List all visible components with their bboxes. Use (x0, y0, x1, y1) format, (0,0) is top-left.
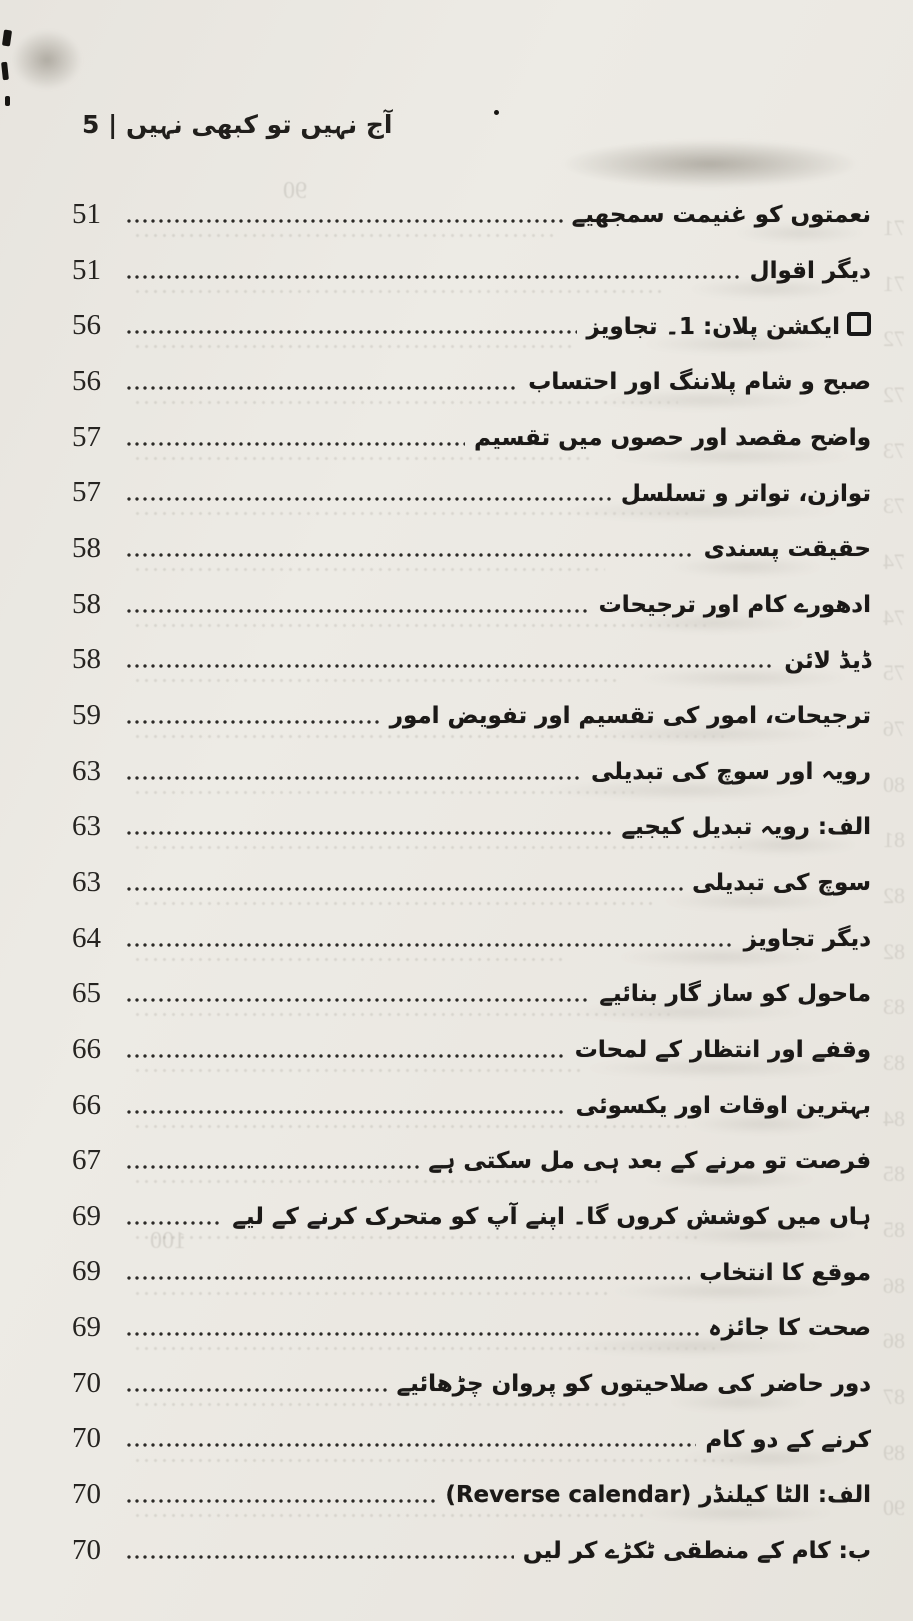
page-number: 51 (72, 253, 101, 286)
page-number: 70 (72, 1422, 101, 1455)
dotted-leader (127, 553, 695, 557)
dotted-leader (127, 330, 577, 334)
entry-title: الف: رویہ تبدیل کیجیے (621, 814, 871, 841)
page-number: 58 (72, 531, 101, 564)
toc-entry (72, 693, 871, 731)
scan-speck (5, 96, 10, 106)
toc-entry (72, 1138, 871, 1176)
scan-speck (1, 62, 9, 81)
dotted-leader (127, 1388, 388, 1392)
page-number: 70 (72, 1366, 101, 1399)
entry-title: دیگر تجاویز (743, 925, 871, 952)
entry-title: رویہ اور سوچ کی تبدیلی (591, 758, 871, 785)
entry-title: حقیقت پسندی (703, 536, 871, 563)
entry-title: فرصت تو مرنے کے بعد ہی مل سکتی ہے (428, 1148, 871, 1175)
entry-title: ہاں میں کوشش کروں گا۔ اپنے آپ کو متحرک کرنے کے لیے (232, 1204, 871, 1231)
page-number: 57 (72, 476, 101, 509)
toc-entry (72, 582, 871, 620)
dotted-leader (127, 497, 612, 501)
toc-entry (72, 1083, 871, 1121)
page-number: 69 (72, 1311, 101, 1344)
page-number: 56 (72, 309, 101, 342)
page-number: 67 (72, 1144, 101, 1177)
entry-title: نعمتوں کو غنیمت سمجھیے (571, 202, 871, 229)
bleedthrough-number: 85 (883, 1217, 905, 1242)
entry-title: بہترین اوقات اور یکسوئی (575, 1092, 871, 1119)
dotted-leader (127, 1221, 223, 1225)
toc-entry (72, 1528, 871, 1566)
bleedthrough-number: 89 (883, 1439, 905, 1465)
dotted-leader (127, 219, 563, 223)
toc-entry (72, 526, 871, 564)
bleedthrough-number: 81 (883, 827, 905, 853)
dotted-leader (127, 831, 613, 835)
toc-entry (72, 248, 871, 286)
page-number: 63 (72, 865, 101, 898)
entry-title: ماحول کو ساز گار بنائیے (599, 981, 871, 1008)
toc-entry (72, 637, 871, 675)
dotted-leader (127, 998, 590, 1002)
bleedthrough-number: 80 (883, 771, 905, 797)
entry-title: دور حاضر کی صلاحیتوں کو پروان چڑھائیے (396, 1371, 871, 1398)
bleedthrough-number: 74 (883, 604, 905, 630)
bleedthrough-number: 71 (883, 215, 905, 240)
toc-entry (72, 749, 871, 787)
dotted-leader (127, 776, 582, 780)
page-number: 69 (72, 1255, 101, 1288)
scan-speck (2, 30, 12, 47)
dotted-leader (127, 1443, 696, 1447)
bleedthrough-number: 86 (883, 1272, 905, 1298)
toc-entry (72, 1305, 871, 1343)
entry-title: واضح مقصد اور حصوں میں تقسیم (474, 424, 871, 451)
bleedthrough-number: 72 (883, 382, 905, 407)
toc-entry (72, 1472, 871, 1510)
bleedthrough-number: 71 (883, 270, 905, 296)
dotted-leader (127, 609, 590, 613)
dotted-leader (127, 275, 741, 279)
entry-title: ب: کام کے منطقی ٹکڑے کر لیں (522, 1538, 871, 1564)
page-number: 66 (72, 1088, 101, 1121)
entry-title: ترجیحات، امور کی تقسیم اور تفویض امور (389, 703, 871, 730)
bleedthrough-number: 83 (883, 994, 905, 1020)
page-number: 69 (72, 1199, 101, 1232)
toc-entry (72, 359, 871, 397)
dotted-leader (127, 1054, 566, 1058)
toc-entry (72, 415, 871, 453)
entry-title: الف: الٹا کیلنڈر (Reverse calendar) (445, 1482, 871, 1509)
scan-smudge (12, 30, 82, 90)
page-header-title: آج نہیں تو کبھی نہیں | 5 (82, 110, 393, 139)
bleedthrough-number: 85 (883, 1161, 905, 1187)
entry-title: موقع کا انتخاب (699, 1259, 871, 1286)
toc-entry (72, 1416, 871, 1454)
bleedthrough-number: 90 (283, 178, 307, 204)
dotted-leader (127, 1499, 436, 1503)
toc-entry (72, 1194, 871, 1232)
page-number: 65 (72, 977, 101, 1010)
dotted-leader (127, 1276, 690, 1280)
bleedthrough-number: 73 (883, 493, 905, 519)
toc-entry (72, 860, 871, 898)
dotted-leader (127, 1165, 419, 1169)
bleedthrough-number: 75 (883, 660, 905, 686)
entry-title: ادھورے کام اور ترجیحات (598, 591, 871, 618)
page-number: 64 (72, 921, 101, 954)
scan-smudge (560, 140, 860, 188)
entry-title: وقفے اور انتظار کے لمحات (574, 1037, 871, 1064)
bleedthrough-number: 74 (883, 549, 905, 574)
bleedthrough-number: 87 (883, 1384, 905, 1409)
dotted-leader (127, 943, 735, 947)
entry-title: کرنے کے دو کام (705, 1426, 871, 1453)
dotted-leader (127, 664, 775, 668)
bleedthrough-number: 73 (883, 437, 905, 463)
page-number: 59 (72, 698, 101, 731)
entry-title: توازن، تواتر و تسلسل (620, 480, 871, 507)
checkbox-icon (847, 312, 871, 336)
bleedthrough-number: 90 (883, 1495, 905, 1521)
bleedthrough-number: 76 (883, 716, 905, 741)
toc-entry (72, 303, 871, 341)
page-number: 63 (72, 754, 101, 787)
toc-entry (72, 1027, 871, 1065)
page-number: 58 (72, 587, 101, 620)
bleedthrough-number: 72 (883, 326, 905, 352)
toc-entry (72, 1361, 871, 1399)
bleedthrough-number: 83 (883, 1050, 905, 1075)
toc-entry (72, 971, 871, 1009)
toc-entry (72, 804, 871, 842)
bleedthrough-number: 82 (883, 883, 905, 908)
page-number: 70 (72, 1533, 101, 1566)
page-number: 63 (72, 810, 101, 843)
page-number: 66 (72, 1032, 101, 1065)
toc-entry (72, 916, 871, 954)
scan-speck (494, 110, 499, 115)
page-number: 51 (72, 198, 101, 230)
dotted-leader (127, 1110, 567, 1114)
dotted-leader (127, 720, 381, 724)
page-number: 58 (72, 643, 101, 676)
toc-entry (72, 470, 871, 508)
dotted-leader (127, 887, 683, 891)
bleedthrough-number: 100 (150, 1228, 186, 1254)
bleedthrough-number: 82 (883, 938, 905, 964)
bleedthrough-number: 84 (883, 1105, 905, 1131)
entry-title: ایکشن پلان: 1۔ تجاویز (586, 312, 871, 342)
entry-title: صبح و شام پلاننگ اور احتساب (528, 369, 871, 396)
toc-list (72, 192, 871, 1566)
bleedthrough-number: 86 (883, 1328, 905, 1354)
dotted-leader (127, 442, 465, 446)
entry-title: صحت کا جائزہ (708, 1315, 871, 1342)
page-number: 70 (72, 1478, 101, 1511)
toc-entry (72, 192, 871, 230)
dotted-leader (127, 386, 519, 390)
entry-title: ڈیڈ لائن (784, 647, 871, 674)
entry-title: دیگر اقوال (749, 257, 871, 284)
dotted-leader (127, 1555, 514, 1559)
toc-entry (72, 1249, 871, 1287)
page-number: 56 (72, 364, 101, 397)
page-number: 57 (72, 420, 101, 453)
entry-title: سوچ کی تبدیلی (692, 870, 871, 897)
dotted-leader (127, 1332, 699, 1336)
